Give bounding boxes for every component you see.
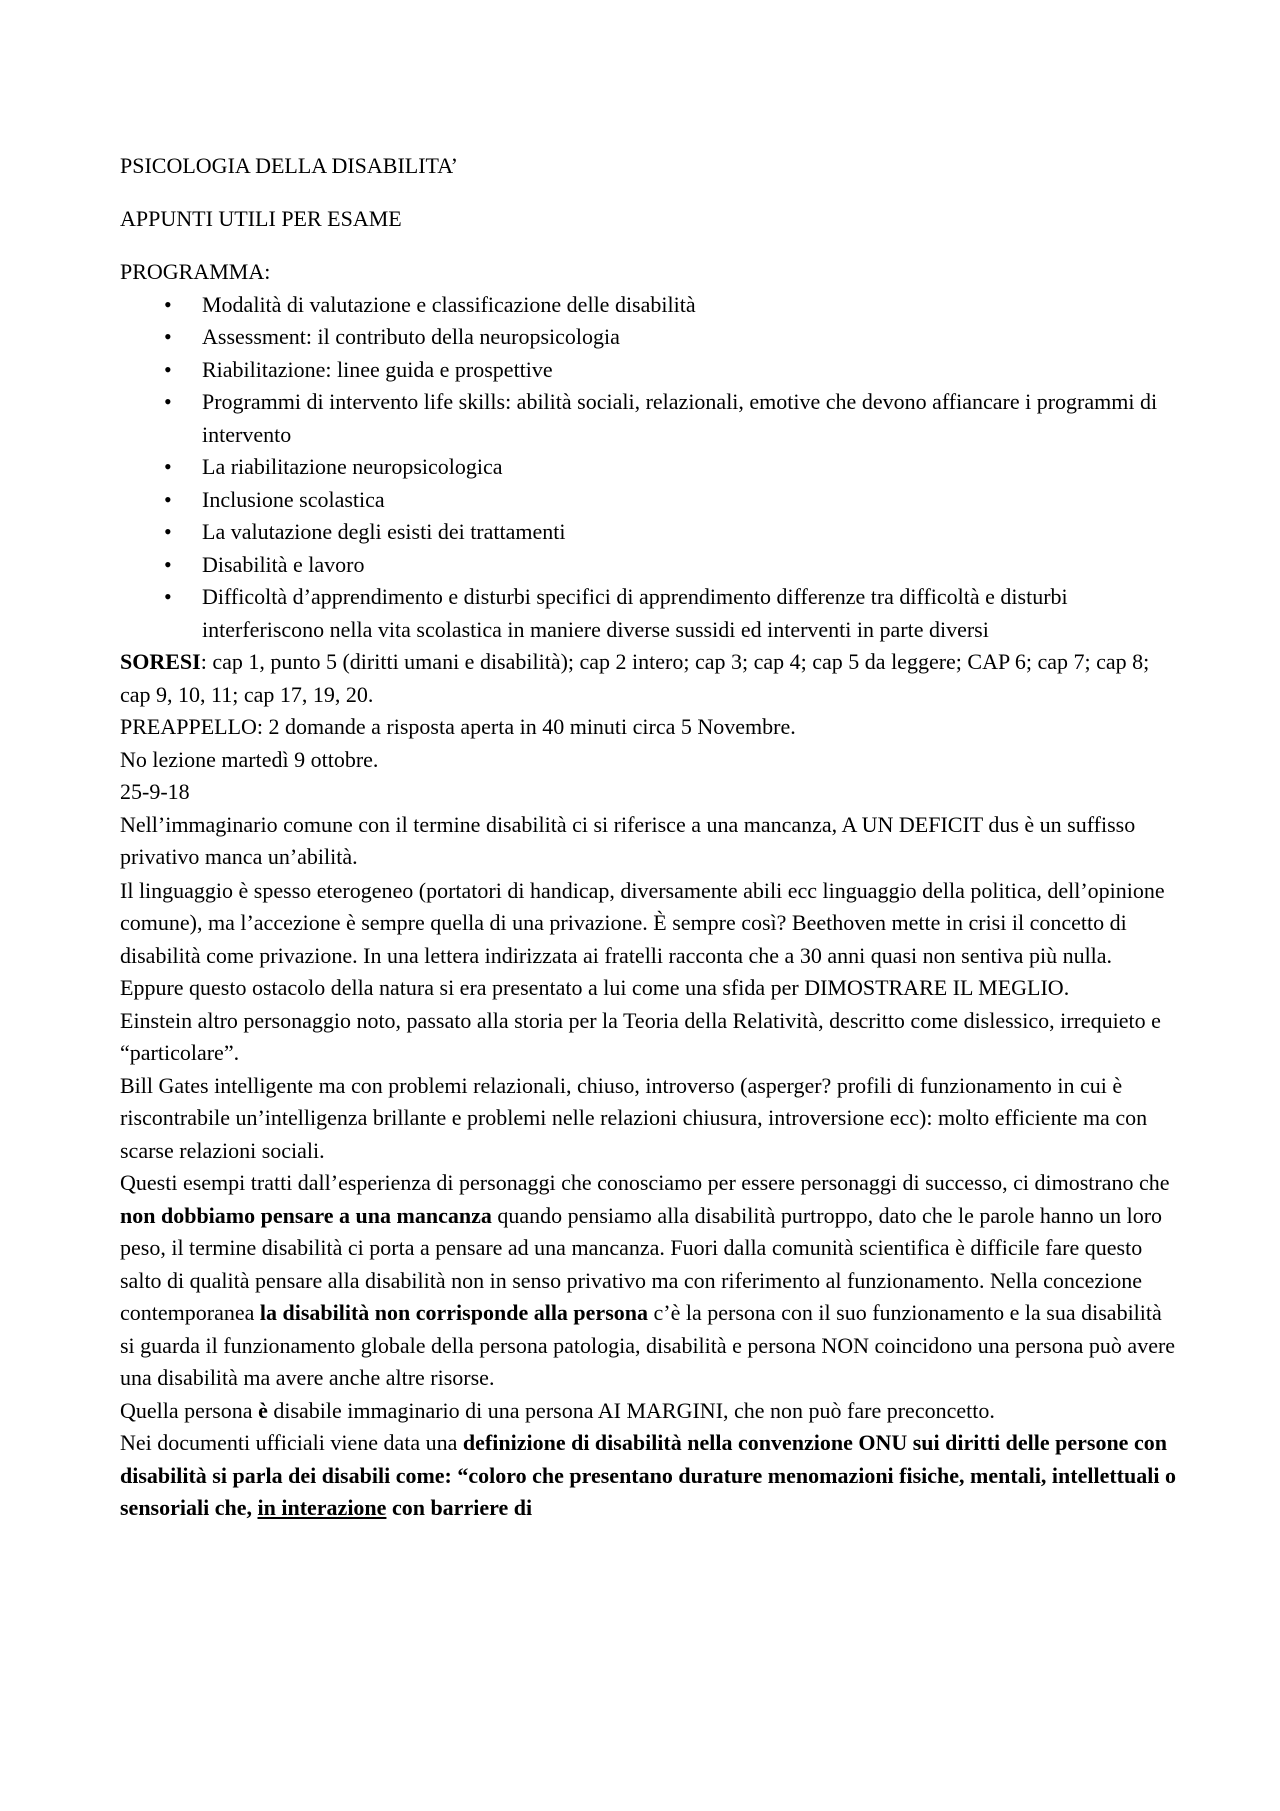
lecture-date: 25-9-18	[120, 779, 190, 804]
bullet-icon: •	[164, 519, 172, 544]
paragraph-margins: Quella persona è disabile immaginario di una persona AI MARGINI, che non può fare preconcetto.	[120, 1397, 995, 1423]
paragraph-examples: Questi esempi tratti dall’esperienza di personaggi che conosciamo per essere personaggi di successo, ci dimostrano che non dobbiamo pensare a una mancanza quando pensiamo alla disabilità purtroppo, dato che le parole hanno un loro peso, il termine disabilità ci porta a pensare ad una mancanza. Fuori dalla comunità scientifica è difficile fare questo salto di qualità pensare alla disabilità non in senso privativo ma con riferimento al funzionamento. Nella concezione contemporanea la disabilità non corrisponde alla persona c’è la persona con il suo funzionamento e la sua disabilità si guarda il funzionamento globale della persona patologia, disabilità e persona NON coincidono una persona può avere una disabilità ma avere anche altre risorse.	[120, 1170, 1176, 1390]
preappello-note: PREAPPELLO: 2 domande a risposta aperta in 40 minuti circa 5 Novembre.	[120, 714, 796, 739]
bullet-icon: •	[164, 356, 172, 382]
document-page	[120, 150, 1180, 1525]
bullet-icon: •	[164, 486, 172, 512]
program-item: • Difficoltà d’apprendimento e disturbi specifici di apprendimento differenze tra difficoltà e disturbi interferiscono nella vita scolastica in maniere diverse sussidi ed interventi in parte diversi	[202, 581, 1180, 646]
bullet-icon: •	[164, 291, 172, 317]
program-list	[120, 289, 1180, 647]
program-item: • Assessment: il contributo della neuropsicologia	[202, 321, 1180, 354]
program-item: • La valutazione degli esisti dei trattamenti	[202, 516, 1180, 549]
no-lesson-note: No lezione martedì 9 ottobre.	[120, 746, 379, 772]
program-heading: PROGRAMMA:	[120, 259, 271, 284]
program-item: • Disabilità e lavoro	[202, 549, 1180, 582]
document-title: PSICOLOGIA DELLA DISABILITA’	[120, 153, 459, 178]
bullet-icon: •	[164, 389, 172, 414]
paragraph-language: Il linguaggio è spesso eterogeneo (portatori di handicap, diversamente abili ecc linguaggio della politica, dell’opinione comune), ma l’accezione è sempre quella di una privazione. È sempre così? Beethoven mette in crisi il concetto di disabilità come privazione. In una lettera indirizzata ai fratelli racconta che a 30 anni quasi non sentiva più nulla. Eppure questo ostacolo della natura si era presentato a lui come una sfida per DIMOSTRARE IL MEGLIO.	[120, 877, 1165, 1000]
soresi-chapters: SORESI: cap 1, punto 5 (diritti umani e disabilità); cap 2 intero; cap 3; cap 4; cap 5 da leggere; CAP 6; cap 7; cap 8; cap 9, 10, 11; cap 17, 19, 20.	[120, 649, 1150, 707]
bullet-icon: •	[164, 324, 172, 349]
bullet-icon: •	[164, 551, 172, 577]
bullet-icon: •	[164, 584, 172, 609]
bullet-icon: •	[164, 454, 172, 479]
program-item: • Inclusione scolastica	[202, 484, 1180, 517]
paragraph-onu-definition: Nei documenti ufficiali viene data una definizione di disabilità nella convenzione ONU sui diritti delle persone con disabilità si parla dei disabili come: “coloro che presentano durature menomazioni fisiche, mentali, intellettuali o sensoriali che, in interazione con barriere di	[120, 1430, 1176, 1520]
document-subtitle: APPUNTI UTILI PER ESAME	[120, 205, 402, 231]
soresi-label: SORESI	[120, 649, 201, 674]
program-item: • Programmi di intervento life skills: abilità sociali, relazionali, emotive che devono affiancare i programmi di intervento	[202, 386, 1180, 451]
paragraph-bill-gates: Bill Gates intelligente ma con problemi relazionali, chiuso, introverso (asperger? profili di funzionamento in cui è riscontrabile un’intelligenza brillante e problemi nelle relazioni chiusura, introversione ecc): molto efficiente ma con scarse relazioni sociali.	[120, 1072, 1148, 1163]
paragraph-deficit: Nell’immaginario comune con il termine disabilità ci si riferisce a una mancanza, A UN DEFICIT dus è un suffisso privativo manca un’abilità.	[120, 811, 1136, 869]
paragraph-einstein: Einstein altro personaggio noto, passato alla storia per la Teoria della Relatività, descritto come dislessico, irrequieto e “particolare”.	[120, 1007, 1161, 1065]
program-item: • Modalità di valutazione e classificazione delle disabilità	[202, 289, 1180, 322]
program-item: • La riabilitazione neuropsicologica	[202, 451, 1180, 484]
program-item: • Riabilitazione: linee guida e prospettive	[202, 354, 1180, 387]
